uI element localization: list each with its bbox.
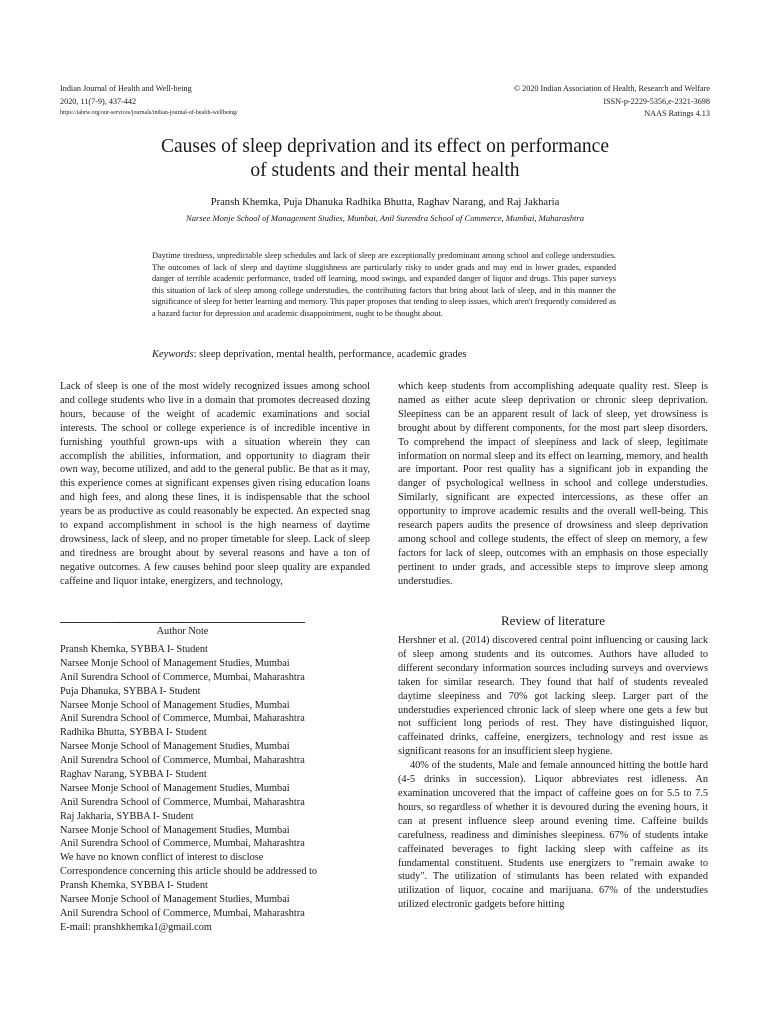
body-right-column	[398, 380, 708, 589]
author-note	[60, 643, 317, 935]
review-paragraph-2: 40% of the students, Male and female announced hitting the bottle hard (4-5 drinks in succession). Liquor abbreviates rest idleness. An examination uncovered that the impact of caffeine goes on for 5.5 to 7.5 hours, so regardless of whether it is devoured during the evening hours, it can at present influence sleep around evening time. Caffeine builds carefulness, readiness and diminishes sleepiness. 67% of students intake caffeinated beverages to fight lacking sleep with caffeine as its fundamental constituent. Students use energizers to "remain awake to study". The utilization of stimulants has been related with expanded utilization of liquor, cocaine and marijuana. 67% of the understudies utilized electronic gadgets before hitting	[398, 760, 708, 911]
intro-paragraph-continued: which keep students from accomplishing adequate quality rest. Sleep is named as either acute sleep deprivation or chronic sleep deprivation. Sleepiness can be an apparent result of lack of sleep, yet drowsiness is brought about by different components, for the most part sleep disorders. To comprehend the impact of sleepiness and lack of sleep, legitimate information on normal sleep and its effect on learning, memory, and health are important. Poor rest quality has a significant job in expanding the danger of psychological wellness in school and college understudies. Similarly, significant are expected intercessions, as these offer an opportunity to improve academic results and the overall well-being. This research papers audits the presence of drowsiness and sleep deprivation among school and college students, the effect of sleep on memory, a few factors for lack of sleep, outcomes with an emphasis on those especially pertinent to under grads, and accessible steps to improve sleep among understudies.	[398, 381, 708, 587]
body-left-column	[60, 380, 370, 589]
journal-name: Indian Journal of Health and Well-being	[60, 84, 192, 93]
author-note-line: Anil Surendra School of Commerce, Mumbai, Maharashtra	[60, 907, 305, 919]
author-note-line: Anil Surendra School of Commerce, Mumbai, Maharashtra	[60, 838, 305, 850]
author-note-line: Raghav Narang, SYBBA I- Student	[60, 769, 207, 781]
copyright: © 2020 Indian Association of Health, Research and Welfare	[513, 84, 710, 93]
journal-header-right	[514, 83, 710, 121]
author-note-line: Anil Surendra School of Commerce, Mumbai, Maharashtra	[60, 671, 305, 683]
naas-rating: NAAS Ratings 4.13	[644, 109, 710, 118]
author-note-line: Narsee Monje School of Management Studies, Mumbai	[60, 657, 290, 669]
author-note-line: Narsee Monje School of Management Studies, Mumbai	[60, 741, 290, 753]
paper-title	[60, 135, 710, 183]
review-section	[398, 634, 708, 912]
abstract: Daytime tiredness, unpredictable sleep schedules and lack of sleep are exceptionally predominant among school and college understudies. The outcomes of lack of sleep and daytime sluggishness are particularly risky to under grads and may end in lower grades, expanded danger of terrible academic performance, traded off learning, mood swings, and expanded danger of liquor and drugs. This paper surveys this situation of lack of sleep among college understudies, the contributing factors that bring about lack of sleep, and in this manner the significance of sleep for better learning and memory. This paper proposes that tending to sleep issues, which aren't frequently considered as a hazard factor for depression and academic disappointment, ought to be thought about.	[152, 251, 616, 318]
intro-paragraph: Lack of sleep is one of the most widely recognized issues among school and college students who live in a domain that promotes decreased dozing hours, because of the weight of academic examinations and social interests. The school or college experience is of incredible incentive in furnishing youthful grown-ups with a situation wherein they can accomplish the abilities, information, and opportunity to diagram their own way, become utilized, and add to the general public. Be that as it may, this experience comes at significant expenses given rising education loans and high fees, and along these lines, it is indispensable that the school years be as productive as could reasonably be expected. An expected snag to expand accomplishment in school is the high nearness of daytime drowsiness, lack of sleep, and no proper timetable for sleep. Lack of sleep and tiredness are brought about by several reasons and have a ton of negative outcomes. A few causes behind poor sleep quality are expanded caffeine and liquor intake, energizers, and technology,	[60, 381, 370, 587]
author-note-line: Anil Surendra School of Commerce, Mumbai, Maharashtra	[60, 713, 305, 725]
author-note-title: Author Note	[156, 626, 209, 637]
author-note-line: Narsee Monje School of Management Studies, Mumbai	[60, 782, 290, 794]
author-note-line: Pransh Khemka, SYBBA I- Student	[60, 880, 208, 892]
keywords-label: Keywords	[152, 349, 194, 360]
author-note-line: Anil Surendra School of Commerce, Mumbai, Maharashtra	[60, 755, 305, 767]
author-note-line: Narsee Monje School of Management Studies, Mumbai	[60, 824, 290, 836]
author-note-line: Correspondence concerning this article should be addressed to	[60, 866, 318, 878]
journal-url[interactable]: https://iahrw.org/our-services/journals/indian-journal-of-health-wellbeing/	[60, 110, 238, 116]
author-note-line: Raj Jakharia, SYBBA I- Student	[60, 810, 194, 822]
keywords-list: : sleep deprivation, mental health, performance, academic grades	[193, 349, 467, 360]
author-note-line: Radhika Bhutta, SYBBA I- Student	[60, 727, 207, 739]
author-note-line: Puja Dhanuka, SYBBA I- Student	[60, 685, 201, 697]
author-note-line: Anil Surendra School of Commerce, Mumbai, Maharashtra	[60, 796, 305, 808]
journal-header-left	[60, 83, 238, 118]
journal-issue: 2020, 11(7-9), 437-442	[60, 96, 137, 106]
review-heading: Review of literature	[501, 613, 605, 628]
keywords	[152, 349, 467, 360]
authors: Pransh Khemka, Puja Dhanuka Radhika Bhutta, Raghav Narang, and Raj Jakharia	[210, 197, 560, 208]
author-note-line: We have no known conflict of interest to disclose	[60, 852, 264, 864]
title-line-2: of students and their mental health	[250, 160, 520, 181]
issn: ISSN-p-2229-5356,e-2321-3698	[603, 96, 710, 106]
affiliation: Narsee Monje School of Management Studies, Mumbai, Anil Surendra School of Commerce, Mumbai, Maharashtra	[185, 213, 585, 223]
title-line-1: Causes of sleep deprivation and its effect on performance	[161, 136, 609, 157]
review-paragraph-1: Hershner et al. (2014) discovered central point influencing or causing lack of sleep among students and its outcomes. Authors have alluded to different secondary information sources including surveys and overviews taken for similar research. They found that half of students revealed daytime sleepiness and 70% got lacking sleep. Larger part of the understudies experienced chronic lack of sleep where one gets a few but not sufficient long periods of rest. They have distinguished liquor, caffeinated drinks, caffeine, energizers, technology and rest issue as significant reasons for an insufficient sleep hygiene.	[398, 635, 708, 758]
author-note-line: Pransh Khemka, SYBBA I- Student	[60, 644, 208, 655]
author-note-divider-accent	[115, 622, 183, 623]
author-note-line: Narsee Monje School of Management Studies, Mumbai	[60, 894, 290, 906]
author-note-line: Narsee Monje School of Management Studies, Mumbai	[60, 699, 290, 711]
author-email[interactable]: E-mail: pranshkhemka1@gmail.com	[60, 921, 212, 933]
